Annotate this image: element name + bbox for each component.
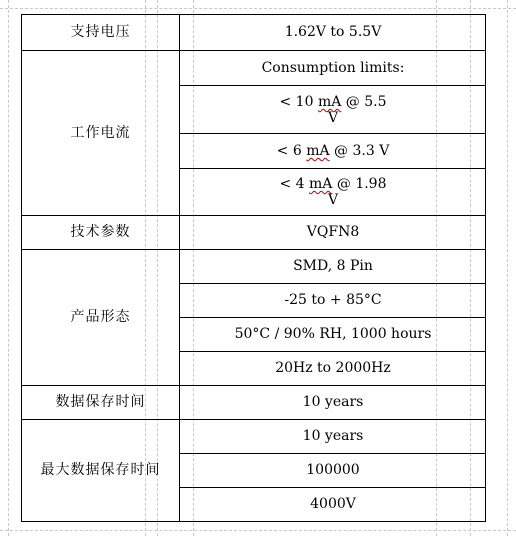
value-part: mA	[306, 142, 330, 159]
value-retention: 10 years	[302, 394, 364, 411]
value-part: V	[327, 110, 339, 126]
value-part: @ 5.5	[345, 93, 387, 110]
value-esd: 4000V	[310, 496, 356, 513]
value-part: mA	[317, 93, 342, 110]
label-voltage: 支持电压	[70, 24, 131, 41]
value-package: VQFN8	[306, 224, 360, 241]
value-consumption-limits: Consumption limits:	[261, 59, 405, 76]
value-current-3v3	[180, 134, 486, 168]
value-current-1v98	[180, 169, 486, 215]
layout-guide	[507, 0, 508, 536]
label-tech-params: 技术参数	[70, 224, 131, 241]
spec-table	[21, 14, 486, 522]
layout-guide	[8, 0, 9, 536]
value-endurance: 100000	[306, 462, 360, 479]
value-smd: SMD, 8 Pin	[293, 258, 373, 275]
layout-guide	[0, 8, 516, 9]
value-part: < 4	[279, 175, 305, 192]
value-part: < 10	[279, 93, 314, 110]
value-humidity: 50°C / 90% RH, 1000 hours	[234, 326, 432, 343]
value-part: @ 1.98	[336, 175, 387, 192]
label-retention: 数据保存时间	[55, 394, 146, 411]
value-part: < 6	[276, 142, 302, 159]
value-part: V	[327, 192, 339, 208]
value-part: @ 3.3 V	[334, 142, 390, 159]
value-max-retention: 10 years	[302, 428, 364, 445]
value-voltage: 1.62V to 5.5V	[284, 24, 382, 41]
value-part: mA	[309, 175, 333, 192]
value-current-5v5	[180, 86, 486, 134]
value-temperature: -25 to + 85°C	[284, 292, 382, 309]
value-vibration: 20Hz to 2000Hz	[275, 360, 391, 377]
label-max-retention: 最大数据保存时间	[40, 462, 161, 479]
layout-guide	[0, 530, 516, 531]
label-product-form: 产品形态	[70, 309, 131, 326]
label-current: 工作电流	[70, 124, 131, 141]
